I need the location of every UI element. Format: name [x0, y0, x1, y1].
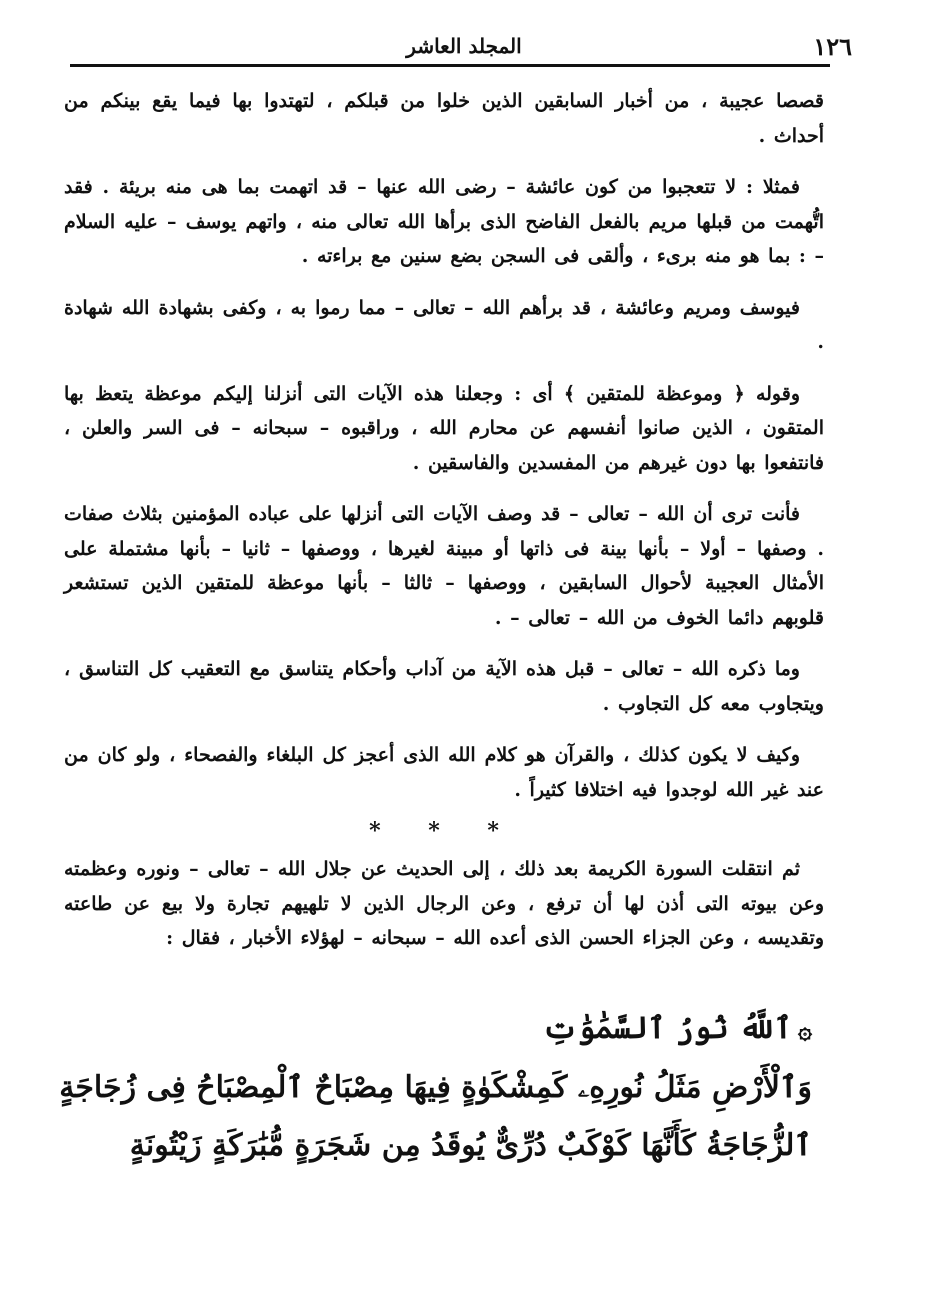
- verse-line-1-text: ٱللَّهُ نُورُ ٱلسَّمَٰوَٰتِ: [542, 1011, 792, 1046]
- section-separator: * * *: [369, 818, 519, 844]
- paragraph-1: قصصا عجيبة ، من أخبار السابقين الذين خلوا من قبلكم ، لتهتدوا بها فيما يقع بينكم من أحداث .: [64, 90, 824, 147]
- ornament-star-icon: ۞: [797, 1015, 812, 1044]
- paragraph-7: وكيف لا يكون كذلك ، والقرآن هو كلام الله الذى أعجز كل البلغاء والفصحاء ، ولو كان من عند غير الله لوجدوا فيه اختلافا كثيراً .: [64, 744, 824, 801]
- verse-line-1: [140, 1000, 812, 1059]
- verse-line-3: ٱلزُّجَاجَةُ كَأَنَّهَا كَوْكَبٌ دُرِّىٌّ يُوقَدُ مِن شَجَرَةٍ مُّبَٰرَكَةٍ زَيْتُونَةٍ: [129, 1128, 812, 1163]
- paragraph-4: وقوله ﴿ وموعظة للمتقين ﴾ أى : وجعلنا هذه الآيات التى أنزلنا إليكم موعظة يتعظ بها المتقون ، الذين صانوا أنفسهم عن محارم الله ، وراقبوه – سبحانه – فى السر والعلن ، فانتفعوا بها دون غيرهم من المفسدين والفاسقين .: [64, 382, 824, 474]
- paragraph-5: فأنت ترى أن الله – تعالى – قد وصف الآيات التى أنزلها على عباده المؤمنين بثلاث صفات . وصفها – أولا – بأنها بينة فى ذاتها أو مبينة لغيرها ، ووصفها – ثانيا – بأنها مشتملة على الأمثال العجيبة لأحوال السابقين ، ووصفها – ثالثا – بأنها موعظة للمتقين الذين تستشعر قلوبهم دائما الخوف من الله – تعالى – .: [64, 503, 824, 629]
- paragraph-3: فيوسف ومريم وعائشة ، قد برأهم الله – تعالى – مما رموا به ، وكفى بشهادة الله شهادة .: [64, 296, 824, 353]
- running-title: المجلد العاشر: [406, 34, 522, 58]
- verse-line-2: وَٱلْأَرْضِ مَثَلُ نُورِهِۦ كَمِشْكَوٰةٍ فِيهَا مِصْبَاحٌ ٱلْمِصْبَاحُ فِى زُجَاجَةٍ: [59, 1070, 812, 1105]
- paragraph-2: فمثلا : لا تتعجبوا من كون عائشة – رضى الله عنها – قد اتهمت بما هى منه بريئة . فقد اتُّهمت من قبلها مريم بالفعل الفاضح الذى برأها الله تعالى منه ، واتهم يوسف – عليه السلام – : بما هو منه برىء ، وألقى فى السجن بضع سنين مع براءته .: [64, 176, 824, 267]
- quran-verse: [59, 1000, 812, 1175]
- page-number: ١٢٦: [813, 32, 852, 61]
- closing-paragraph: ثم انتقلت السورة الكريمة بعد ذلك ، إلى الحديث عن جلال الله – تعالى – ونوره وعظمته وعن بيوته التى أذن لها أن ترفع ، وعن الرجال الذين لا تلهيهم تجارة ولا بيع عن طاعته وتقديسه ، وعن الجزاء الحسن الذى أعده الله – سبحانه – لهؤلاء الأخبار ، فقال :: [64, 858, 824, 949]
- body-text: [64, 84, 824, 973]
- paragraph-6: وما ذكره الله – تعالى – قبل هذه الآية من آداب وأحكام يتناسق مع التعقيب كل التناسق ، ويتجاوب معه كل التجاوب .: [64, 658, 824, 715]
- header-rule: [70, 64, 830, 67]
- page-header: [70, 24, 858, 64]
